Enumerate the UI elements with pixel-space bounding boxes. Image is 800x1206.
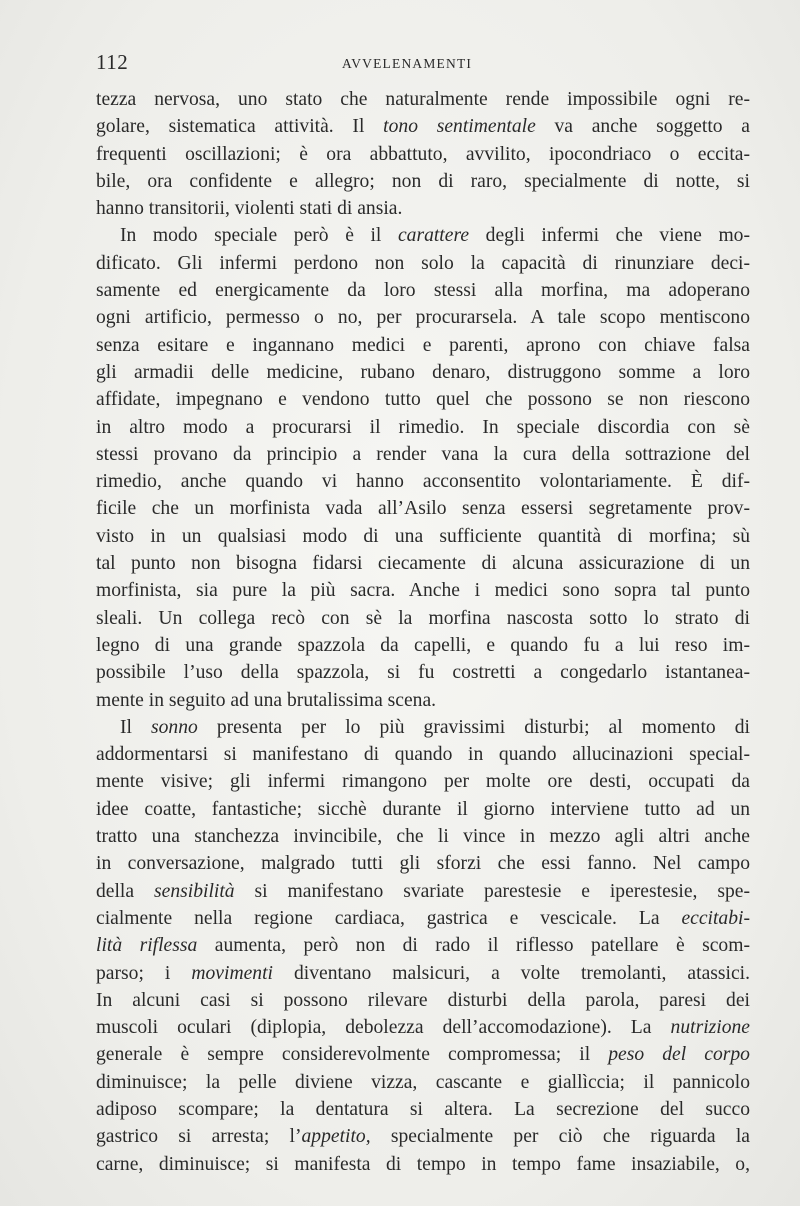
text-run: ogni artificio, permesso o no, per procurarsela. A tale scopo mentiscono [96, 307, 750, 329]
text-run: diminuisce; la pelle diviene vizza, cascante e giallìccia; il pannicolo [96, 1071, 750, 1093]
text-run: bile, ora confidente e allegro; non di raro, specialmente di notte, si [96, 170, 750, 192]
text-line [96, 277, 750, 304]
text-run: generale è sempre considerevolmente compromessa; il [96, 1044, 609, 1066]
text-run: sleali. Un collega recò con sè la morfina nascosta sotto lo strato di [96, 607, 750, 629]
text-line [96, 905, 750, 932]
text-run: mente visive; gli infermi rimangono per molte ore desti, occupati da [96, 771, 750, 793]
text-line [96, 1151, 750, 1178]
text-run: adiposo scompare; la dentatura si altera. La secrezione del succo [96, 1098, 750, 1120]
section-title: AVVELENAMENTI [342, 56, 473, 71]
text-run: tratto una stanchezza invincibile, che li vince in mezzo agli altri anche [96, 826, 750, 848]
text-line [96, 495, 750, 522]
text-line [96, 768, 750, 795]
text-run: In alcuni casi si possono rilevare disturbi della parola, paresi dei [96, 989, 750, 1011]
text-line [96, 250, 750, 277]
running-head [96, 50, 750, 76]
body-text [96, 86, 750, 1178]
text-line [96, 332, 750, 359]
text-line [96, 687, 750, 714]
italic-term: appetito, [301, 1126, 371, 1148]
text-run: possibile l’uso della spazzola, si fu costretti a congedarlo istantanea- [96, 662, 750, 684]
text-line [96, 605, 750, 632]
text-line [96, 468, 750, 495]
text-run: in altro modo a procurarsi il rimedio. In speciale discordia con sè [96, 416, 750, 438]
text-line [96, 304, 750, 331]
text-run: muscoli oculari (diplopia, debolezza dell’accomodazione). La [96, 1017, 671, 1039]
text-line [96, 987, 750, 1014]
text-run: va anche soggetto a [535, 116, 750, 138]
italic-term: tono sentimentale [383, 116, 536, 138]
text-line [96, 441, 750, 468]
text-run: Il [120, 716, 151, 738]
text-line [96, 714, 750, 741]
text-line [96, 168, 750, 195]
text-run: In modo speciale però è il [120, 225, 398, 247]
text-run: legno di una grande spazzola da capelli, e quando fu a lui reso im- [96, 634, 750, 656]
text-run: stessi provano da principio a render vana la cura della sottrazione del [96, 443, 750, 465]
text-run: aumenta, però non di rado il riflesso patellare è scom- [197, 935, 750, 957]
text-line [96, 414, 750, 441]
text-line [96, 878, 750, 905]
text-line [96, 850, 750, 877]
text-line [96, 141, 750, 168]
text-run: specialmente per ciò che riguarda la [370, 1126, 750, 1148]
text-run: ficile che un morfinista vada all’Asilo senza essersi segretamente prov- [96, 498, 750, 520]
text-run: in conversazione, malgrado tutti gli sforzi che essi fanno. Nel campo [96, 853, 750, 875]
text-line [96, 1069, 750, 1096]
text-line [96, 632, 750, 659]
text-run: samente ed energicamente da loro stessi alla morfina, ma adoperano [96, 280, 750, 302]
text-line [96, 523, 750, 550]
text-run: degli infermi che viene mo- [469, 225, 751, 247]
italic-term: movimenti [191, 962, 273, 984]
text-run: frequenti oscillazioni; è ora abbattuto, avvilito, ipocondriaco o eccita- [96, 143, 750, 165]
text-run: gastrico si arresta; l’ [96, 1126, 302, 1148]
text-run: rimedio, anche quando vi hanno acconsentito volontariamente. È dif- [96, 471, 750, 493]
text-line [96, 741, 750, 768]
text-line [96, 796, 750, 823]
italic-term: nutrizione [670, 1017, 750, 1039]
text-run: diventano malsicuri, a volte tremolanti, atassici. [272, 962, 751, 984]
text-run: morfinista, sia pure la più sacra. Anche i medici sono sopra tal punto [96, 580, 750, 602]
page-number: 112 [96, 50, 129, 74]
text-run: idee coatte, fantastiche; sicchè durante il giorno interviene tutto ad un [96, 798, 750, 820]
text-line [96, 823, 750, 850]
text-run: affidate, impegnano e vendono tutto quel che possono se non riescono [96, 389, 750, 411]
text-run: mente in seguito ad una brutalissima scena. [96, 689, 437, 711]
italic-term: sensibilità [154, 880, 235, 902]
text-line [96, 1041, 750, 1068]
text-run: tezza nervosa, uno stato che naturalmente rende impossibile ogni re- [96, 89, 750, 110]
text-run: golare, sistematica attività. Il [96, 116, 384, 138]
text-line [96, 86, 750, 113]
text-run: presenta per lo più gravissimi disturbi; al momento di [197, 716, 750, 738]
italic-term: sonno [151, 716, 198, 738]
text-run: della [96, 880, 155, 902]
text-run: hanno transitorii, violenti stati di ansia. [96, 198, 403, 220]
text-run: gli armadii delle medicine, rubano denaro, distruggono somme a loro [96, 361, 750, 383]
italic-term: eccitabi- [681, 907, 750, 929]
text-line [96, 359, 750, 386]
text-line [96, 932, 750, 959]
italic-term: peso del corpo [608, 1044, 750, 1066]
text-run: visto in un qualsiasi modo di una sufficiente quantità di morfina; sù [96, 525, 750, 547]
text-run: si manifestano svariate parestesie e iperestesie, spe- [234, 880, 750, 902]
text-line [96, 1014, 750, 1041]
text-run: senza esitare e ingannano medici e parenti, aprono con chiave falsa [96, 334, 750, 356]
text-line [96, 577, 750, 604]
italic-term: carattere [397, 225, 470, 247]
italic-term: lità riflessa [96, 935, 198, 957]
text-line [96, 195, 750, 222]
text-line [96, 659, 750, 686]
text-line [96, 550, 750, 577]
text-line [96, 1123, 750, 1150]
text-run: addormentarsi si manifestano di quando in quando allucinazioni special- [96, 744, 750, 766]
text-line [96, 1096, 750, 1123]
text-run: dificato. Gli infermi perdono non solo la capacità di rinunziare deci- [96, 252, 750, 274]
text-run: tal punto non bisogna fidarsi ciecamente di alcuna assicurazione di un [96, 553, 750, 575]
text-run: carne, diminuisce; si manifesta di tempo in tempo fame insaziabile, o, [96, 1153, 750, 1175]
text-run: parso; i [96, 962, 192, 984]
text-line [96, 222, 750, 249]
text-run: cialmente nella regione cardiaca, gastrica e vescicale. La [96, 907, 682, 929]
text-line [96, 386, 750, 413]
text-line [96, 960, 750, 987]
text-line [96, 113, 750, 140]
